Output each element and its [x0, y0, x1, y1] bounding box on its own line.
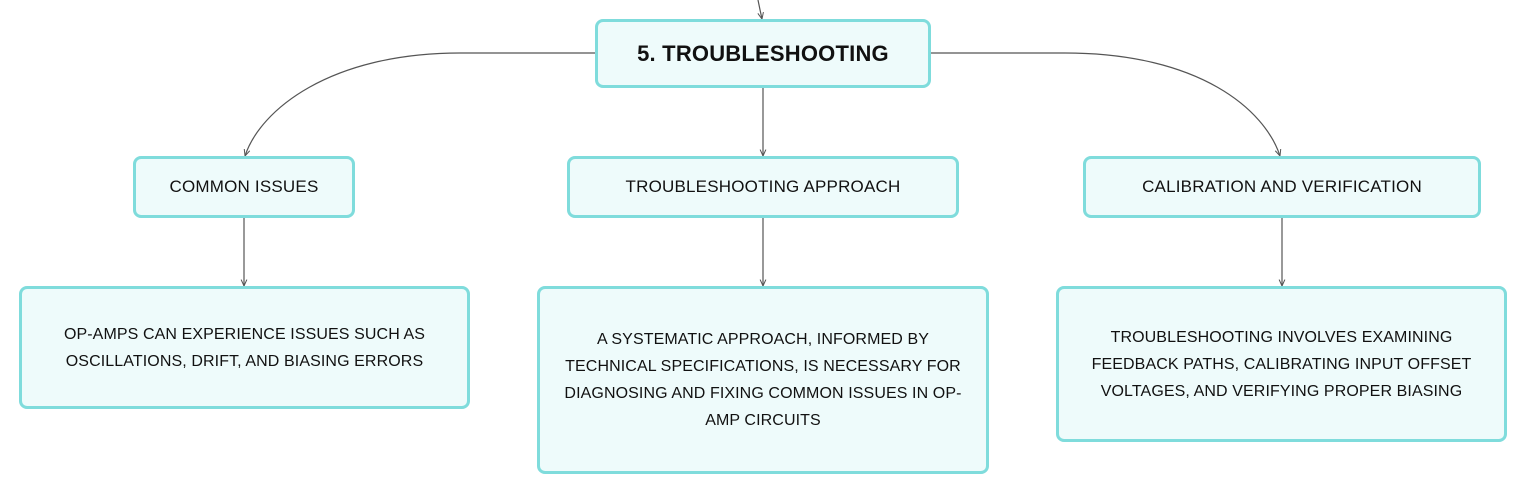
branch-label-troubleshooting-approach: TROUBLESHOOTING APPROACH: [625, 177, 901, 196]
connector-root-to-common-issues: [245, 53, 595, 156]
branch-node-common-issues[interactable]: [133, 156, 355, 218]
branch-node-troubleshooting-approach[interactable]: [567, 156, 959, 218]
detail-node-troubleshooting-approach[interactable]: [537, 286, 989, 474]
detail-text-calibration-verification: TROUBLESHOOTING INVOLVES EXAMINING FEEDBACK PATHS, CALIBRATING INPUT OFFSET VOLTAGES, AND VERIFYING PROPER BIASING: [1091, 328, 1472, 400]
detail-node-common-issues[interactable]: [19, 286, 470, 409]
branch-label-common-issues: COMMON ISSUES: [169, 177, 319, 196]
detail-text-troubleshooting-approach: A SYSTEMATIC APPROACH, INFORMED BY TECHNICAL SPECIFICATIONS, IS NECESSARY FOR DIAGNOSING AND FIXING COMMON ISSUES IN OP-AMP CIRCUITS: [564, 331, 962, 429]
connector-root-to-calibration-verification: [931, 53, 1280, 156]
detail-text-common-issues: OP-AMPS CAN EXPERIENCE ISSUES SUCH AS OSCILLATIONS, DRIFT, AND BIASING ERRORS: [63, 325, 426, 370]
incoming-connector: [758, 0, 762, 19]
branch-node-calibration-verification[interactable]: [1083, 156, 1481, 218]
branch-label-calibration-verification: CALIBRATION AND VERIFICATION: [1142, 177, 1422, 196]
detail-node-calibration-verification[interactable]: [1056, 286, 1507, 442]
root-node-label: 5. TROUBLESHOOTING: [637, 40, 889, 66]
root-node[interactable]: [595, 19, 931, 88]
